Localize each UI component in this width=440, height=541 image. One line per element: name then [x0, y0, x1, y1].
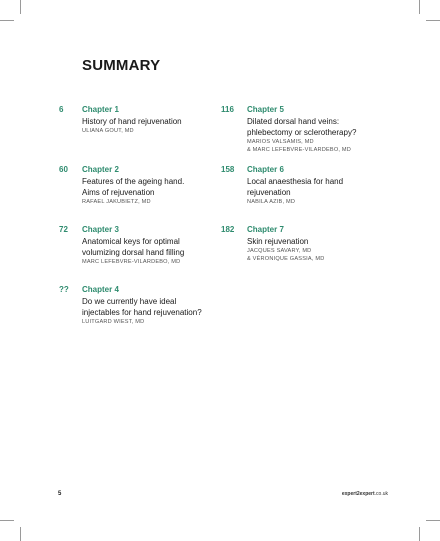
- page-title: SUMMARY: [82, 57, 161, 74]
- chapter-title: Features of the ageing hand. Aims of rejuvenation: [82, 177, 185, 197]
- toc-entry-chapter-1[interactable]: [59, 105, 242, 135]
- chapter-label: Chapter 2: [82, 165, 119, 174]
- crop-mark: [0, 520, 14, 521]
- chapter-author: MARC LEFEBVRE-VILARDEBO, MD: [82, 259, 181, 265]
- chapter-title: Dilated dorsal hand veins: phlebectomy or sclerotherapy?: [247, 117, 357, 137]
- page-number: 158: [221, 165, 235, 174]
- crop-mark: [419, 0, 420, 14]
- chapter-author: ULIANA GOUT, MD: [82, 128, 134, 134]
- footer-brand-domain: .co.uk: [374, 491, 388, 497]
- page-number: 182: [221, 225, 235, 234]
- footer-page-number: 5: [58, 491, 62, 497]
- chapter-label: Chapter 7: [247, 225, 284, 234]
- crop-mark: [0, 20, 14, 21]
- toc-entry-chapter-4[interactable]: [59, 285, 242, 326]
- chapter-author: MARIOS VALSAMIS, MD & MARC LEFEBVRE-VILARDEBO, MD: [247, 139, 352, 153]
- crop-mark: [419, 527, 420, 541]
- chapter-author: RAFAEL JAKUBIETZ, MD: [82, 199, 151, 205]
- chapter-title: Local anaesthesia for hand rejuvenation: [247, 177, 344, 197]
- footer-brand[interactable]: [342, 491, 388, 497]
- crop-mark: [20, 0, 21, 14]
- page-number: ??: [59, 285, 69, 294]
- toc-entry-chapter-2[interactable]: [59, 165, 242, 206]
- page-number: 116: [221, 105, 234, 114]
- page-number: 72: [59, 225, 68, 234]
- page-number: 60: [59, 165, 68, 174]
- chapter-title: Skin rejuvenation: [247, 237, 309, 246]
- crop-mark: [20, 527, 21, 541]
- crop-mark: [426, 520, 440, 521]
- chapter-title: Do we currently have ideal injectables for hand rejuvenation?: [82, 297, 202, 317]
- chapter-title: History of hand rejuvenation: [82, 117, 182, 126]
- toc-entry-chapter-7[interactable]: [221, 225, 407, 263]
- footer-brand-name: expert2expert: [341, 491, 375, 497]
- chapter-label: Chapter 4: [82, 285, 119, 294]
- chapter-title: Anatomical keys for optimal volumizing dorsal hand filling: [82, 237, 185, 257]
- toc-entry-chapter-6[interactable]: [221, 165, 407, 206]
- crop-mark: [426, 20, 440, 21]
- toc-entry-chapter-3[interactable]: [59, 225, 242, 266]
- chapter-label: Chapter 1: [82, 105, 119, 114]
- chapter-author: LUITGARD WIEST, MD: [82, 319, 145, 325]
- toc-entry-chapter-5[interactable]: [221, 105, 407, 154]
- chapter-label: Chapter 3: [82, 225, 119, 234]
- chapter-label: Chapter 6: [247, 165, 284, 174]
- chapter-author: JACQUES SAVARY, MD & VÉRONIQUE GASSIA, MD: [247, 248, 325, 262]
- page-number: 6: [59, 105, 64, 114]
- chapter-label: Chapter 5: [247, 105, 284, 114]
- chapter-author: NABILA AZIB, MD: [247, 199, 296, 205]
